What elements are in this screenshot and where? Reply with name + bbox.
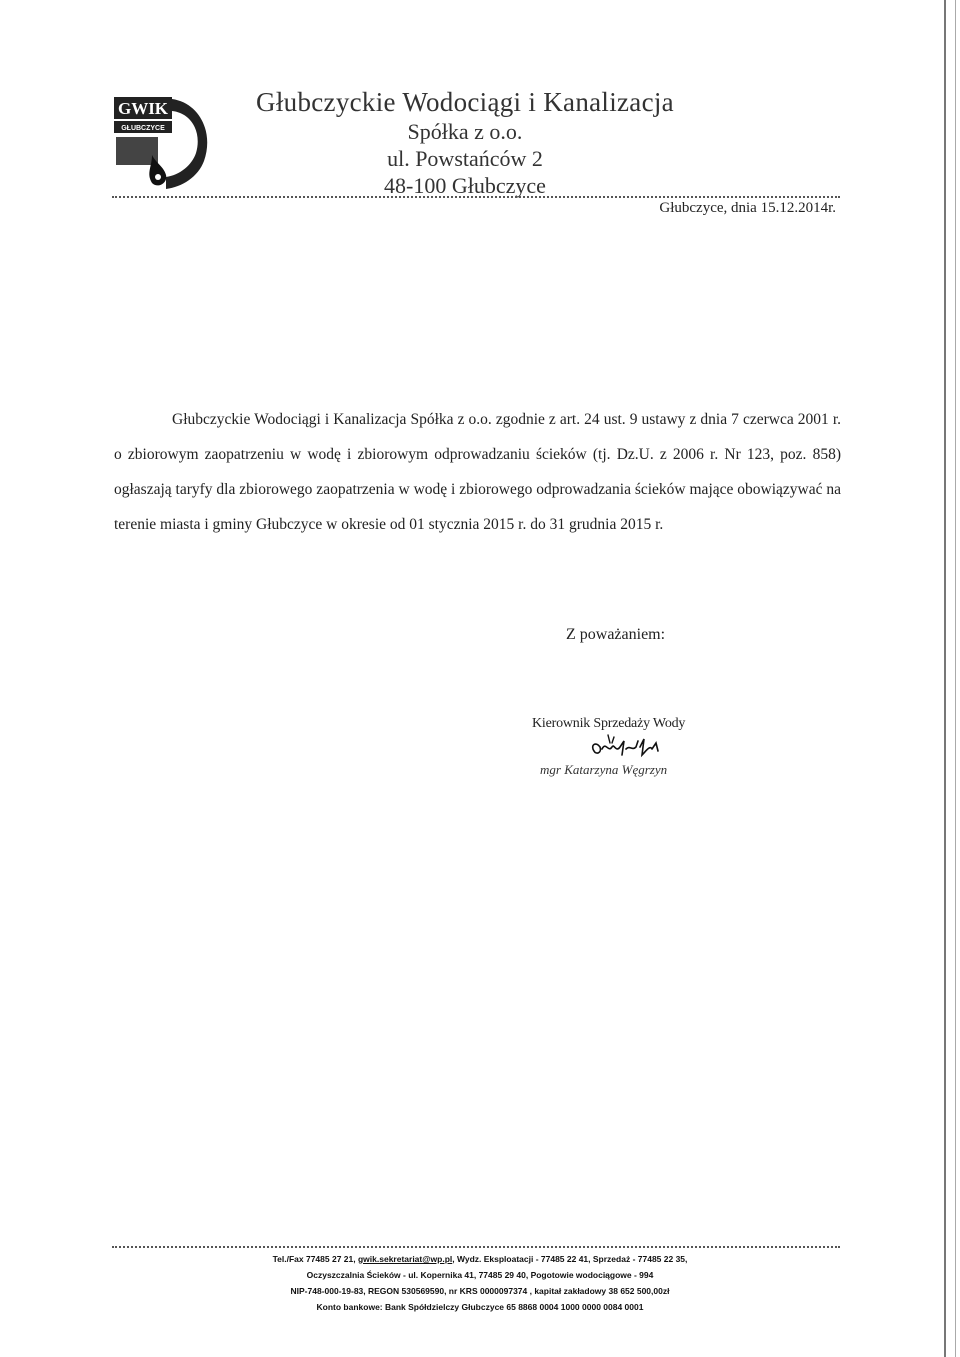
footer-line-1 bbox=[200, 1251, 760, 1267]
letter-body bbox=[114, 402, 841, 542]
company-name: Głubczyckie Wodociągi i Kanalizacja bbox=[256, 87, 674, 117]
footer-divider bbox=[112, 1246, 840, 1248]
footer-line-4: Konto bankowe: Bank Spółdzielczy Głubczyce 65 8868 0004 1000 0000 0084 0001 bbox=[316, 1302, 644, 1312]
company-street: ul. Powstańców 2 bbox=[387, 146, 543, 171]
footer-email-link[interactable]: gwik.sekretariat@wp.pl bbox=[357, 1254, 453, 1264]
signatory-name: mgr Katarzyna Węgrzyn bbox=[540, 762, 668, 777]
handwritten-signature bbox=[586, 731, 666, 763]
footer-phone: Tel./Fax 77485 27 21, bbox=[272, 1254, 356, 1264]
company-city: 48-100 Głubczyce bbox=[384, 173, 546, 198]
header-divider bbox=[112, 196, 840, 198]
body-paragraph: Głubczyckie Wodociągi i Kanalizacja Spółka z o.o. zgodnie z art. 24 ust. 9 ustawy z dnia 7 czerwca 2001 r. o zbiorowym zaopatrzeniu w wodę i zbiorowym odprowadzaniu ścieków (tj. Dz.U. z 2006 r. Nr 123, poz. 858) ogłaszają taryfy dla zbiorowego zaopatrzenia w wodę i zbiorowego odprowadzania ścieków mające obowiązywać na terenie miasta i gminy Głubczyce w okresie od 01 stycznia 2015 r. do 31 grudnia 2015 r. bbox=[114, 411, 841, 533]
footer-line-2: Oczyszczalnia Ścieków - ul. Kopernika 41, 77485 29 40, Pogotowie wodociągowe - 994 bbox=[306, 1270, 654, 1280]
closing-greeting: Z poważaniem: bbox=[566, 626, 666, 643]
document-date: Głubczyce, dnia 15.12.2014r. bbox=[659, 200, 836, 216]
footer bbox=[200, 1251, 760, 1315]
company-form: Spółka z o.o. bbox=[407, 119, 523, 144]
scan-edge-line bbox=[944, 0, 946, 1357]
water-drop-logo-icon bbox=[112, 93, 212, 193]
letterhead bbox=[230, 86, 700, 199]
scan-edge-line-2 bbox=[955, 0, 956, 1357]
footer-departments: , Wydz. Eksploatacji - 77485 22 41, Sprzedaż - 77485 22 35, bbox=[452, 1254, 688, 1264]
footer-line-3: NIP-748-000-19-83, REGON 530569590, nr KRS 0000097374 , kapitał zakładowy 38 652 500,00zł bbox=[290, 1286, 670, 1296]
logo-text-mid: GŁUBCZYCE bbox=[121, 125, 165, 132]
signatory-title: Kierownik Sprzedaży Wody bbox=[532, 716, 686, 731]
logo-text-top: GWIK bbox=[117, 99, 169, 118]
